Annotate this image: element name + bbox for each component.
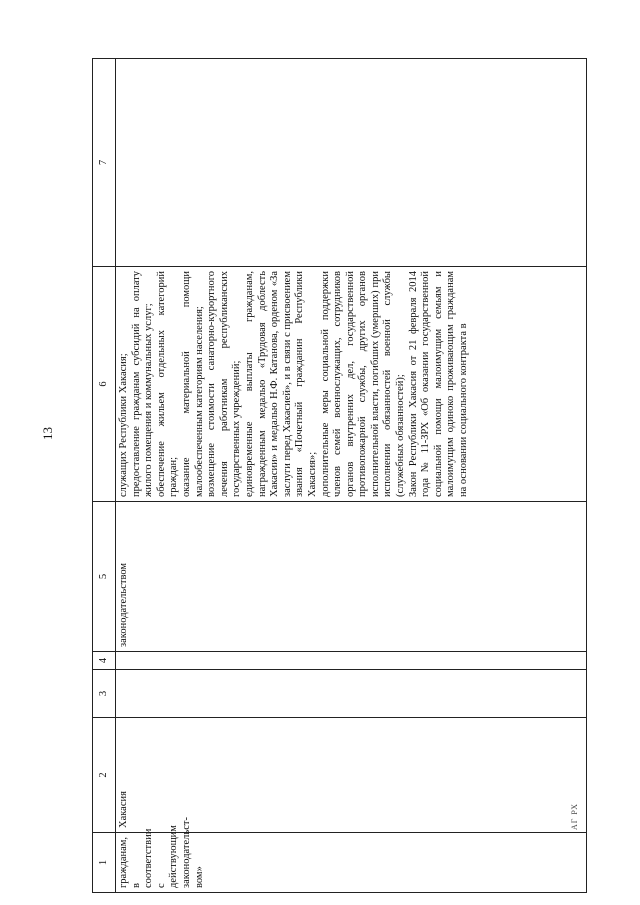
footer-mark: АГ РХ xyxy=(570,802,579,830)
cell-col6 xyxy=(116,267,587,502)
page-number: 13 xyxy=(40,427,55,440)
cell-col3 xyxy=(116,670,587,718)
col6-line: единовременные выплаты гражданам, награжденным медалью «Трудовая доблесть Хакасии» и медалью Н.Ф. Катанова, орденом «За заслуги перед Хакасией», и в связи с присвоением звания «Почетный гражданин Республики Хакасия»; xyxy=(243,271,318,497)
col6-line: дополнительные меры социальной поддержки членов семей военнослужащих, сотрудников органов внутренних дел, государственной противопожарной службы, других органов исполнительной власти, погибших (умерших) при исполнении обязанностей военной службы (служебных обязанностей); xyxy=(319,271,407,497)
table-row xyxy=(116,59,587,893)
cell-col1: гражданам, в соответствии с действующим законодательст-вом» xyxy=(116,833,587,893)
header-row xyxy=(93,59,116,893)
col6-line: служащих Республики Хакасия; xyxy=(118,353,129,497)
col6-line: обеспечение жильем отдельных категорий граждан; xyxy=(155,271,180,497)
col6-line: возмещение стоимости санаторно-курортного лечения работникам республиканских государственных учреждений; xyxy=(206,271,243,497)
col6-line: оказание материальной помощи малообеспеченным категориям населения; xyxy=(180,271,205,497)
header-cell-1: 1 xyxy=(93,833,116,893)
col6-line: Закон Республики Хакасия от 21 февраля 2014 года № 11-ЗРХ «Об оказании государственной социальной помощи малоимущим семьям и малоимущим одиноко проживающим гражданам на основании социального контракта в xyxy=(407,271,470,497)
cell-col4 xyxy=(116,652,587,670)
header-cell-2: 2 xyxy=(93,718,116,833)
cell-col5: законодательством xyxy=(116,502,587,652)
rotated-table-container xyxy=(92,59,587,893)
col6-line: предоставление гражданам субсидий на оплату жилого помещения и коммунальных услуг; xyxy=(130,271,155,497)
header-cell-5: 5 xyxy=(93,502,116,652)
cell-col7 xyxy=(116,59,587,267)
content-table xyxy=(92,58,587,893)
cell-col2: Хакасия xyxy=(116,718,587,833)
header-cell-6: 6 xyxy=(93,267,116,502)
header-cell-7: 7 xyxy=(93,59,116,267)
header-cell-3: 3 xyxy=(93,670,116,718)
header-cell-4: 4 xyxy=(93,652,116,670)
